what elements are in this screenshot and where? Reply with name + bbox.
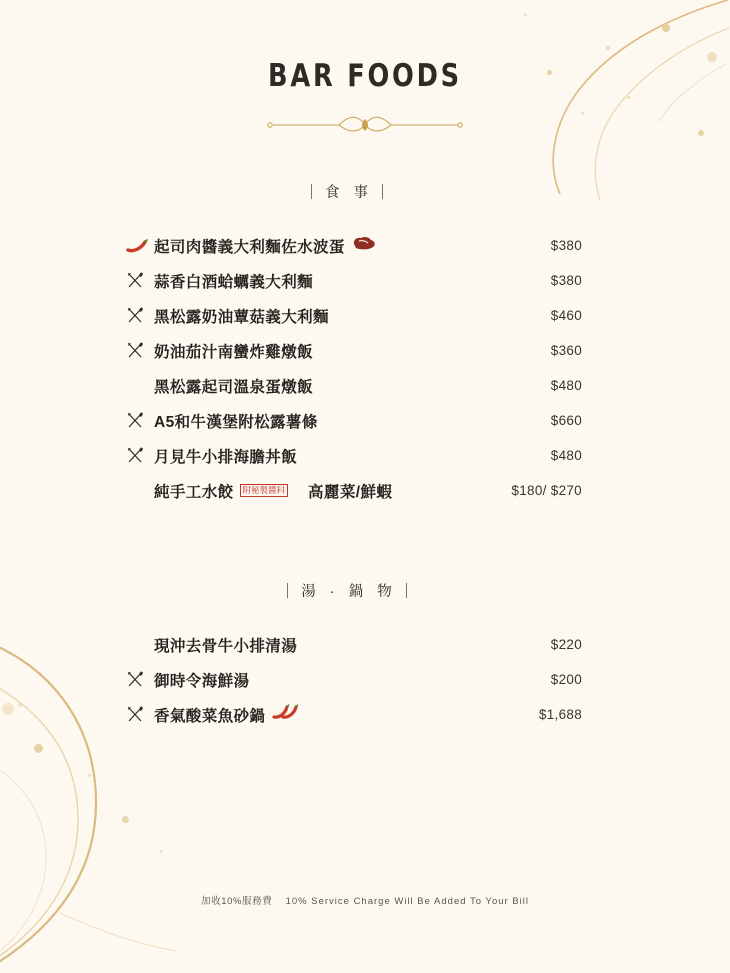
menu-item-name <box>154 305 472 327</box>
deco-dot <box>707 52 717 62</box>
menu-section-food <box>112 181 582 508</box>
heading-rule-right <box>406 583 407 598</box>
menu-item-price: $1,688 <box>538 707 582 722</box>
menu-item <box>112 333 582 368</box>
menu-item-name <box>154 704 472 726</box>
section-heading <box>112 181 582 202</box>
page-title: BAR FOODS <box>268 58 462 94</box>
menu-item-name-text: 蒜香白酒蛤蠣義大利麵 <box>154 273 314 291</box>
menu-item <box>112 473 582 508</box>
deco-dot <box>627 96 630 99</box>
menu-item <box>112 627 582 662</box>
fork-knife-icon <box>126 342 154 360</box>
beef-cut-icon <box>351 235 377 256</box>
fork-knife-icon <box>126 412 154 430</box>
menu-item <box>112 403 582 438</box>
fork-knife-icon <box>126 447 154 465</box>
menu-item-price: $380 <box>550 238 582 253</box>
menu-item-price: $480 <box>550 378 582 393</box>
menu-item <box>112 662 582 697</box>
menu-item-name-text: 御時令海鮮湯 <box>154 672 250 690</box>
menu-item-name <box>154 669 472 691</box>
menu-item <box>112 368 582 403</box>
menu-item-name <box>154 480 472 502</box>
deco-dot <box>606 46 610 50</box>
footer-note-zh: 加收10%服務費 <box>201 896 273 907</box>
menu-item-name <box>154 340 472 362</box>
chili-pepper-icon <box>126 239 154 253</box>
fork-knife-icon <box>126 706 154 724</box>
menu-item-price: $460 <box>550 308 582 323</box>
footer-note-en: 10% Service Charge Will Be Added To Your Bill <box>285 896 529 907</box>
section-heading <box>112 580 582 601</box>
section-heading-label: 湯 · 鍋 物 <box>301 584 397 600</box>
menu-item-name-text: 純手工水餃 <box>154 483 234 501</box>
heading-rule-left <box>287 583 288 598</box>
menu-item-price: $360 <box>550 343 582 358</box>
menu-item-note-badge: 附秘製醬料 <box>240 484 289 497</box>
menu-item-name <box>154 634 472 656</box>
menu-item-name-text: 現沖去骨牛小排清湯 <box>154 637 298 655</box>
menu-item-name-text: 奶油茄汁南蠻炸雞燉飯 <box>154 343 314 361</box>
menu-section-soup <box>112 580 582 732</box>
deco-dot <box>662 24 670 32</box>
footer-note <box>0 893 730 907</box>
menu-item-name-text: A5和牛漢堡附松露薯條 <box>154 413 318 431</box>
fork-knife-icon <box>126 272 154 290</box>
menu-item-name-text: 黑松露起司溫泉蛋燉飯 <box>154 378 314 396</box>
menu-item-name-text: 月見牛小排海膽丼飯 <box>154 448 298 466</box>
deco-dot <box>122 816 129 823</box>
menu-item-price: $660 <box>550 413 582 428</box>
menu-item-price: $200 <box>550 672 582 687</box>
fork-knife-icon <box>126 307 154 325</box>
menu-item-name <box>154 270 472 292</box>
menu-item-name-text: 起司肉醬義大利麵佐水波蛋 <box>154 238 345 256</box>
menu-item-name <box>154 375 472 397</box>
menu-items-soup <box>112 627 582 732</box>
title-ornament <box>0 112 730 138</box>
menu-item-name <box>154 410 472 432</box>
fork-knife-icon <box>126 671 154 689</box>
menu-item-name-text: 黑松露奶油蕈菇義大利麵 <box>154 308 329 326</box>
double-chili-icon <box>271 704 299 725</box>
deco-dot <box>2 703 14 715</box>
menu-item-price: $220 <box>550 637 582 652</box>
menu-item-name-text: 香氣酸菜魚砂鍋 <box>154 707 266 725</box>
deco-dot <box>160 850 163 853</box>
heading-rule-right <box>382 184 383 199</box>
menu-item <box>112 298 582 333</box>
deco-dot <box>88 774 91 777</box>
menu-item <box>112 263 582 298</box>
section-heading-label: 食 事 <box>324 185 374 201</box>
menu-item-price: $480 <box>550 448 582 463</box>
menu-item-name <box>154 235 472 257</box>
heading-rule-left <box>311 184 312 199</box>
deco-dot <box>18 703 22 707</box>
menu-item-variant: 高麗菜/鮮蝦 <box>308 483 393 501</box>
menu-items-food <box>112 228 582 508</box>
deco-dot <box>524 13 527 16</box>
menu-item-price: $180/ $270 <box>511 483 582 498</box>
menu-item <box>112 438 582 473</box>
menu-item-price: $380 <box>550 273 582 288</box>
menu-item <box>112 228 582 263</box>
deco-dot <box>34 744 43 753</box>
menu-item-name <box>154 445 472 467</box>
menu-item <box>112 697 582 732</box>
